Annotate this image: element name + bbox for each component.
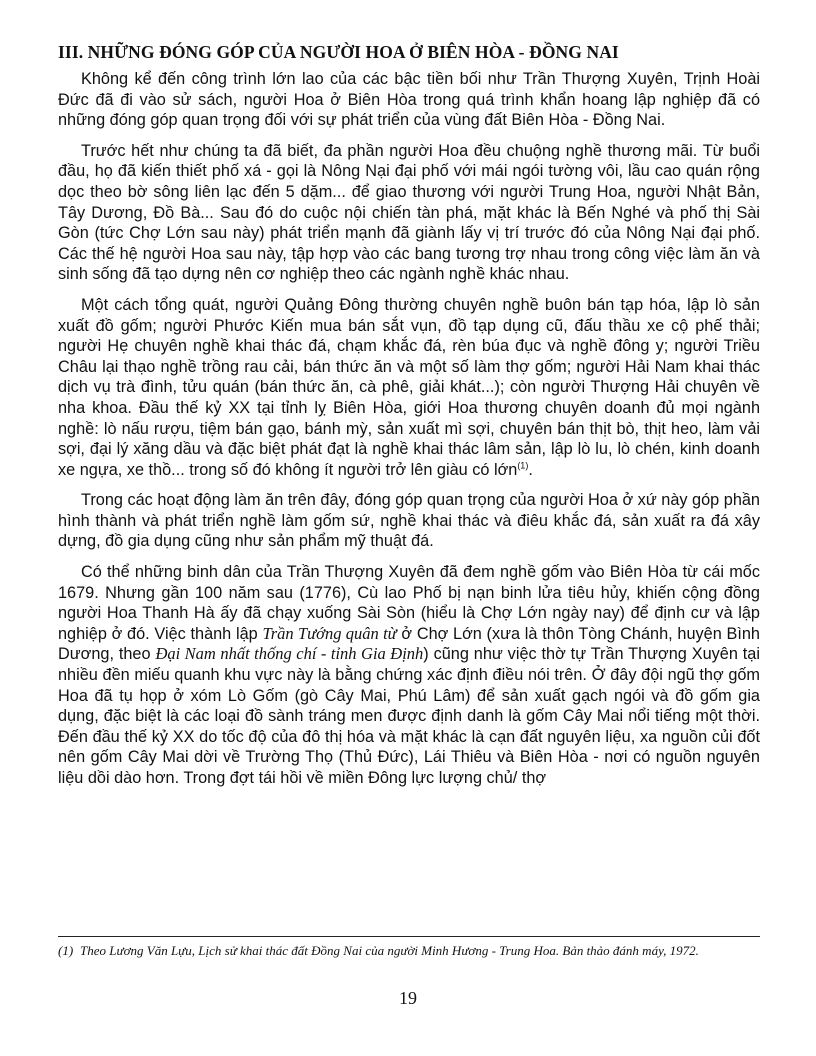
paragraph-3 [58,295,760,480]
paragraph-5-part-a: Có thể những binh dân của Trần Thượng Xuyên đã đem nghề gốm vào Biên Hòa từ cái mốc 1679. Nhưng gần 100 năm sau (1776), Cù lao Phố bị nạn binh lửa tiêu hủy, khiến cộng đồng người Hoa Thanh Hà ấy đã chạy xuống Sài Sòn (hiểu là Chợ Lớn ngày nay) để định cư và lập nghiệp ở đó. Việc thành lập [58,563,760,643]
paragraph-5-part-c: ) cũng như việc thờ tự Trần Thượng Xuyên tại nhiều đền miếu quanh khu vực này là bằng chứng xác định điều nói trên. Ở đây đội ngũ thợ gốm Hoa đã tụ họp ở xóm Lò Gốm (gò Cây Mai, Phú Lâm) để sản xuất gạch ngói và đồ gốm gia dụng, đặc biệt là các loại đồ sành tráng men được định danh là gốm Cây Mai nổi tiếng một thời. Đến đầu thế kỷ XX do tốc độ của đô thị hóa và mặt khác là cạn đất nguyên liệu, xa nguồn củi đốt nên gốm Cây Mai dời về Trường Thọ (Thủ Đức), Lái Thiêu và Biên Hòa - nơi có nguồn nguyên liệu dồi dào hơn. Trong đợt tái hồi về miền Đông lực lượng chủ/ thợ [58,645,760,787]
paragraph-4: Trong các hoạt động làm ăn trên đây, đóng góp quan trọng của người Hoa ở xứ này góp phần hình thành và phát triển nghề làm gốm sứ, nghề khai thác và điêu khắc đá, sản xuất ra đá xây dựng, đồ gia dụng cũng như sản phẩm mỹ thuật đá. [58,491,760,551]
page-number: 19 [399,988,417,1008]
footnote-marker: (1) [58,943,74,958]
footnote-divider [58,936,760,937]
paragraph-5-part-b: ở Chợ Lớn (xưa là thôn Tòng Chánh, huyện Bình Dương, theo [58,624,760,664]
paragraph-5-italic-title-1: Trần Tướng quân từ [262,623,397,643]
paragraph-1: Không kể đến công trình lớn lao của các bậc tiền bối như Trần Thượng Xuyên, Trịnh Hoài Đức đã đi vào sử sách, người Hoa ở Biên Hòa trong quá trình khẩn hoang lập nghiệp đã có những đóng góp quan trọng đối với sự phát triển của vùng đất Biên Hòa - Đồng Nai. [58,70,760,130]
footnote [58,942,760,959]
footnote-reference[interactable]: (1) [517,460,529,471]
paragraph-5 [58,562,760,789]
paragraph-2: Trước hết như chúng ta đã biết, đa phần người Hoa đều chuộng nghề thương mãi. Từ buổi đầu, họ đã kiến thiết phố xá - gọi là Nông Nại đại phố với mái ngói tường vôi, lầu cao quán rộng dọc theo bờ sông liên lạc đến 5 dặm... để giao thương với người Trung Hoa, người Nhật Bản, Tây Dương, Đồ Bà... Sau đó do cuộc nội chiến tàn phá, mặt khác là Bến Nghé và phố thị Sài Gòn (tức Chợ Lớn sau này) phát triển mạnh đã giành lấy vị trí trước đó của Nông Nại đại phố. Các thế hệ người Hoa sau này, tập hợp vào các bang tương trợ nhau trong công việc làm ăn và sinh sống đã tạo dựng nên cơ nghiệp theo các ngành nghề khác nhau. [58,141,760,284]
paragraph-5-italic-title-2: Đại Nam nhất thống chí - tỉnh Gia Định [155,644,424,664]
footnote-text: Theo Lương Văn Lựu, Lịch sử khai thác đất Đồng Nai của người Minh Hương - Trung Hoa. Bản thảo đánh máy, 1972. [80,943,699,958]
section-heading: III. NHỮNG ĐÓNG GÓP CỦA NGƯỜI HOA Ở BIÊN HÒA - ĐỒNG NAI [58,42,619,62]
paragraph-3-end: . [528,460,533,479]
page-content [58,42,760,799]
paragraph-3-text: Một cách tổng quát, người Quảng Đông thường chuyên nghề buôn bán tạp hóa, lập lò sản xuất đồ gốm; người Phước Kiến mua bán sắt vụn, đồ tạp dụng cũ, đấu thầu xe cộ phế thải; người Hẹ chuyên nghề khai thác đá, chạm khắc đá, rèn búa đục và nghề đông y; người Triều Châu lại thạo nghề trồng rau cải, bán thức ăn và một số làm thợ gốm; người Hải Nam khai thác dịch vụ trà đình, tửu quán (bán thức ăn, cà phê, giải khát...); còn người Thượng Hải chuyên về nha khoa. Đầu thế kỷ XX tại tỉnh lỵ Biên Hòa, giới Hoa thương chuyên doanh đủ mọi ngành nghề: lò nấu rượu, tiệm bán gạo, bánh mỳ, sản xuất mì sợi, chuyên bán thịt bò, thịt heo, làm vải sợi, đại lý xăng dầu và đặc biệt phát đạt là nghề khai thác lâm sản, lập lò lu, lò chén, kinh doanh xe ngựa, xe thồ... trong số đó không ít người trở lên giàu có lớn [58,295,760,479]
